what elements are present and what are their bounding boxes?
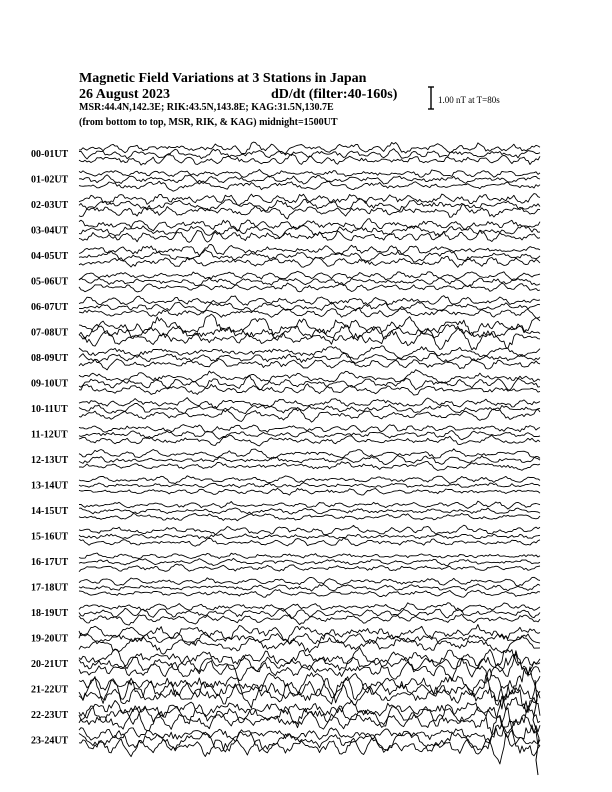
- hour-row: [31, 553, 540, 572]
- hour-row: [31, 476, 540, 495]
- trace-kag: [79, 370, 540, 384]
- hour-label: 08-09UT: [31, 353, 69, 364]
- trace-msr: [79, 204, 540, 219]
- hour-label: 21-22UT: [31, 684, 69, 696]
- hour-row: [31, 271, 540, 292]
- hour-label: 09-10UT: [31, 378, 69, 390]
- trace-kag: [79, 142, 540, 154]
- hour-label: 07-08UT: [31, 327, 69, 339]
- trace-rik: [79, 534, 540, 539]
- hour-row: [31, 425, 540, 446]
- trace-msr: [79, 358, 540, 370]
- hour-row: [31, 625, 540, 655]
- hour-row: [31, 449, 540, 471]
- trace-msr: [79, 154, 540, 166]
- trace-kag: [79, 501, 540, 509]
- trace-kag: [79, 476, 540, 484]
- hour-row: [31, 142, 540, 165]
- hour-row: [31, 346, 540, 370]
- hour-label: 02-03UT: [31, 200, 69, 211]
- trace-kag: [79, 603, 540, 612]
- trace-rik: [79, 584, 540, 591]
- trace-msr: [79, 283, 540, 292]
- hour-label: 11-12UT: [31, 429, 68, 441]
- trace-rik: [79, 696, 540, 734]
- hour-label: 23-24UT: [31, 735, 69, 747]
- hour-label: 18-19UT: [31, 608, 69, 619]
- hour-row: [31, 169, 540, 191]
- hour-label: 05-06UT: [31, 276, 69, 288]
- filter-label: dD/dt (filter:40-160s): [271, 87, 398, 102]
- trace-kag: [79, 525, 540, 535]
- trace-msr: [79, 590, 540, 598]
- hour-row: [31, 647, 540, 681]
- trace-kag: [79, 725, 540, 746]
- hour-row: [31, 245, 540, 268]
- hour-row: [31, 577, 540, 597]
- hour-row: [31, 370, 540, 395]
- trace-rik: [79, 199, 540, 211]
- hour-row: [31, 296, 540, 318]
- trace-msr: [79, 564, 540, 572]
- trace-kag: [79, 697, 540, 723]
- trace-msr: [79, 230, 540, 242]
- hour-row: [31, 314, 540, 350]
- trace-msr: [79, 308, 540, 318]
- chart-title: Magnetic Field Variations at 3 Stations in Japan: [79, 71, 367, 86]
- scale-bar: [428, 87, 434, 109]
- trace-msr: [79, 435, 540, 446]
- hour-label: 06-07UT: [31, 302, 69, 313]
- hour-label: 13-14UT: [31, 480, 69, 492]
- trace-kag: [79, 553, 540, 559]
- hour-label: 22-23UT: [31, 710, 69, 721]
- date-label: 26 August 2023: [79, 87, 171, 102]
- trace-msr: [79, 384, 540, 395]
- station-order-note: (from bottom to top, MSR, RIK, & KAG) midnight=1500UT: [79, 117, 338, 128]
- hour-label: 04-05UT: [31, 251, 69, 262]
- trace-rows: [31, 142, 540, 775]
- hour-label: 19-20UT: [31, 633, 69, 645]
- hour-label: 17-18UT: [31, 582, 69, 594]
- trace-kag: [79, 449, 540, 460]
- trace-kag: [79, 169, 540, 177]
- hour-row: [31, 603, 540, 625]
- trace-kag: [79, 271, 540, 280]
- hour-label: 16-17UT: [31, 557, 69, 568]
- trace-msr: [79, 180, 540, 191]
- trace-kag: [79, 296, 540, 306]
- trace-msr: [79, 329, 540, 350]
- hour-row: [31, 501, 540, 521]
- trace-kag: [79, 425, 540, 433]
- station-coordinates: MSR:44.4N,142.3E; RIK:43.5N,143.8E; KAG:31.5N,130.7E: [79, 102, 334, 113]
- trace-rik: [79, 324, 540, 340]
- hour-row: [31, 398, 540, 423]
- hour-label: 00-01UT: [31, 149, 69, 160]
- trace-rik: [79, 558, 540, 565]
- trace-rik: [79, 149, 540, 159]
- trace-msr: [79, 488, 540, 495]
- trace-rik: [79, 508, 540, 514]
- hour-row: [31, 696, 540, 734]
- trace-msr: [79, 408, 540, 423]
- trace-msr: [79, 513, 540, 521]
- trace-msr: [79, 462, 540, 471]
- trace-rik: [79, 483, 540, 488]
- trace-kag: [79, 314, 540, 336]
- hour-row: [31, 219, 540, 243]
- hour-row: [31, 194, 540, 219]
- hour-label: 14-15UT: [31, 506, 69, 517]
- hour-label: 20-21UT: [31, 659, 69, 670]
- scale-bar-label: 1.00 nT at T=80s: [438, 95, 500, 105]
- hour-label: 12-13UT: [31, 455, 69, 466]
- hour-label: 15-16UT: [31, 531, 69, 543]
- trace-kag: [79, 194, 540, 206]
- hour-row: [31, 723, 540, 764]
- hour-row: [31, 667, 540, 713]
- trace-kag: [79, 245, 540, 256]
- hour-label: 03-04UT: [31, 225, 69, 237]
- trace-msr: [79, 538, 540, 546]
- hour-row: [31, 525, 540, 546]
- hour-label: 01-02UT: [31, 174, 69, 186]
- trace-kag: [79, 577, 540, 586]
- hour-label: 10-11UT: [31, 404, 68, 415]
